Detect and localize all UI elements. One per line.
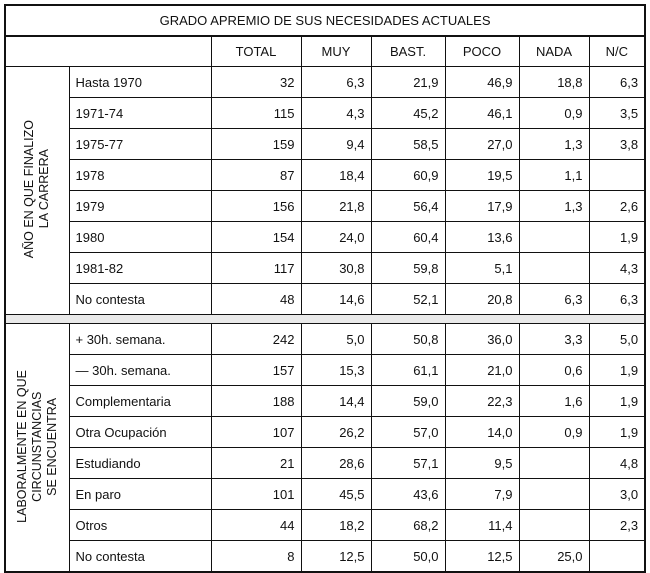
row-label: No contesta bbox=[69, 284, 211, 315]
value-cell: 28,6 bbox=[301, 448, 371, 479]
value-cell: 36,0 bbox=[445, 324, 519, 355]
value-cell: 45,2 bbox=[371, 98, 445, 129]
value-cell: 26,2 bbox=[301, 417, 371, 448]
table-row bbox=[5, 67, 645, 98]
value-cell: 18,4 bbox=[301, 160, 371, 191]
group-separator bbox=[5, 315, 645, 324]
table-row bbox=[5, 284, 645, 315]
value-cell: 12,5 bbox=[445, 541, 519, 573]
value-cell: 107 bbox=[211, 417, 301, 448]
value-cell bbox=[589, 160, 645, 191]
table-body bbox=[5, 67, 645, 573]
row-label: 1980 bbox=[69, 222, 211, 253]
table-row bbox=[5, 160, 645, 191]
value-cell: 21,9 bbox=[371, 67, 445, 98]
value-cell: 20,8 bbox=[445, 284, 519, 315]
column-header-nc: N/C bbox=[589, 36, 645, 67]
value-cell: 6,3 bbox=[519, 284, 589, 315]
column-header-nada: NADA bbox=[519, 36, 589, 67]
separator-cell bbox=[5, 315, 645, 324]
row-label: + 30h. semana. bbox=[69, 324, 211, 355]
group-label: LABORALMENTE EN QUE CIRCUNSTANCIAS SE ENCUENTRA bbox=[14, 369, 59, 523]
group-label-cell bbox=[5, 324, 69, 573]
value-cell: 27,0 bbox=[445, 129, 519, 160]
value-cell: 3,8 bbox=[589, 129, 645, 160]
value-cell: 4,3 bbox=[589, 253, 645, 284]
value-cell: 6,3 bbox=[589, 67, 645, 98]
row-label: 1979 bbox=[69, 191, 211, 222]
column-header-muy: MUY bbox=[301, 36, 371, 67]
value-cell: 2,3 bbox=[589, 510, 645, 541]
table-row bbox=[5, 386, 645, 417]
value-cell bbox=[519, 222, 589, 253]
value-cell: 44 bbox=[211, 510, 301, 541]
value-cell: 0,6 bbox=[519, 355, 589, 386]
value-cell: 7,9 bbox=[445, 479, 519, 510]
value-cell: 25,0 bbox=[519, 541, 589, 573]
table-row bbox=[5, 222, 645, 253]
value-cell: 87 bbox=[211, 160, 301, 191]
value-cell: 117 bbox=[211, 253, 301, 284]
value-cell: 5,1 bbox=[445, 253, 519, 284]
value-cell: 15,3 bbox=[301, 355, 371, 386]
row-label: En paro bbox=[69, 479, 211, 510]
value-cell: 156 bbox=[211, 191, 301, 222]
title-row bbox=[5, 5, 645, 36]
value-cell: 4,3 bbox=[301, 98, 371, 129]
row-label: Estudiando bbox=[69, 448, 211, 479]
value-cell: 18,2 bbox=[301, 510, 371, 541]
value-cell: 57,1 bbox=[371, 448, 445, 479]
value-cell: 8 bbox=[211, 541, 301, 573]
value-cell: 45,5 bbox=[301, 479, 371, 510]
survey-table bbox=[4, 4, 646, 573]
column-header-total: TOTAL bbox=[211, 36, 301, 67]
value-cell: 101 bbox=[211, 479, 301, 510]
value-cell: 1,1 bbox=[519, 160, 589, 191]
value-cell: 48 bbox=[211, 284, 301, 315]
value-cell: 50,0 bbox=[371, 541, 445, 573]
value-cell: 6,3 bbox=[589, 284, 645, 315]
value-cell: 1,9 bbox=[589, 386, 645, 417]
value-cell: 154 bbox=[211, 222, 301, 253]
value-cell: 21 bbox=[211, 448, 301, 479]
value-cell: 4,8 bbox=[589, 448, 645, 479]
value-cell: 1,3 bbox=[519, 129, 589, 160]
value-cell: 157 bbox=[211, 355, 301, 386]
value-cell: 22,3 bbox=[445, 386, 519, 417]
survey-table-sheet bbox=[4, 4, 644, 564]
group-label-cell bbox=[5, 67, 69, 315]
value-cell: 11,4 bbox=[445, 510, 519, 541]
value-cell: 13,6 bbox=[445, 222, 519, 253]
row-label: Otra Ocupación bbox=[69, 417, 211, 448]
value-cell: 3,3 bbox=[519, 324, 589, 355]
value-cell: 59,8 bbox=[371, 253, 445, 284]
value-cell: 18,8 bbox=[519, 67, 589, 98]
table-row bbox=[5, 510, 645, 541]
table-row bbox=[5, 355, 645, 386]
value-cell bbox=[589, 541, 645, 573]
corner-cell bbox=[5, 36, 211, 67]
row-label: — 30h. semana. bbox=[69, 355, 211, 386]
value-cell: 17,9 bbox=[445, 191, 519, 222]
value-cell: 59,0 bbox=[371, 386, 445, 417]
value-cell: 1,9 bbox=[589, 355, 645, 386]
value-cell bbox=[519, 253, 589, 284]
value-cell bbox=[519, 448, 589, 479]
table-row bbox=[5, 129, 645, 160]
table-row bbox=[5, 448, 645, 479]
row-label: 1971-74 bbox=[69, 98, 211, 129]
value-cell: 1,9 bbox=[589, 222, 645, 253]
row-label: Hasta 1970 bbox=[69, 67, 211, 98]
value-cell: 46,9 bbox=[445, 67, 519, 98]
value-cell: 0,9 bbox=[519, 417, 589, 448]
value-cell: 5,0 bbox=[301, 324, 371, 355]
table-row bbox=[5, 417, 645, 448]
table-row bbox=[5, 98, 645, 129]
value-cell: 115 bbox=[211, 98, 301, 129]
value-cell: 57,0 bbox=[371, 417, 445, 448]
value-cell: 9,5 bbox=[445, 448, 519, 479]
value-cell: 14,4 bbox=[301, 386, 371, 417]
row-label: 1978 bbox=[69, 160, 211, 191]
value-cell: 3,0 bbox=[589, 479, 645, 510]
value-cell: 5,0 bbox=[589, 324, 645, 355]
column-header-row bbox=[5, 36, 645, 67]
row-label: No contesta bbox=[69, 541, 211, 573]
value-cell: 68,2 bbox=[371, 510, 445, 541]
value-cell: 21,0 bbox=[445, 355, 519, 386]
value-cell: 9,4 bbox=[301, 129, 371, 160]
value-cell: 46,1 bbox=[445, 98, 519, 129]
value-cell: 242 bbox=[211, 324, 301, 355]
row-label: Otros bbox=[69, 510, 211, 541]
value-cell: 21,8 bbox=[301, 191, 371, 222]
value-cell: 14,6 bbox=[301, 284, 371, 315]
value-cell: 1,9 bbox=[589, 417, 645, 448]
value-cell: 60,4 bbox=[371, 222, 445, 253]
table-row bbox=[5, 191, 645, 222]
value-cell: 43,6 bbox=[371, 479, 445, 510]
value-cell: 3,5 bbox=[589, 98, 645, 129]
value-cell: 60,9 bbox=[371, 160, 445, 191]
value-cell: 159 bbox=[211, 129, 301, 160]
value-cell: 188 bbox=[211, 386, 301, 417]
column-header-poco: POCO bbox=[445, 36, 519, 67]
value-cell bbox=[519, 479, 589, 510]
row-label: Complementaria bbox=[69, 386, 211, 417]
table-row bbox=[5, 541, 645, 573]
value-cell: 1,3 bbox=[519, 191, 589, 222]
value-cell: 30,8 bbox=[301, 253, 371, 284]
value-cell: 56,4 bbox=[371, 191, 445, 222]
value-cell: 32 bbox=[211, 67, 301, 98]
value-cell: 61,1 bbox=[371, 355, 445, 386]
table-row bbox=[5, 324, 645, 355]
value-cell: 12,5 bbox=[301, 541, 371, 573]
value-cell: 52,1 bbox=[371, 284, 445, 315]
value-cell bbox=[519, 510, 589, 541]
value-cell: 24,0 bbox=[301, 222, 371, 253]
value-cell: 0,9 bbox=[519, 98, 589, 129]
value-cell: 19,5 bbox=[445, 160, 519, 191]
row-label: 1981-82 bbox=[69, 253, 211, 284]
table-row bbox=[5, 253, 645, 284]
value-cell: 50,8 bbox=[371, 324, 445, 355]
table-title: GRADO APREMIO DE SUS NECESIDADES ACTUALES bbox=[5, 5, 645, 36]
value-cell: 58,5 bbox=[371, 129, 445, 160]
row-label: 1975-77 bbox=[69, 129, 211, 160]
group-label: AÑO EN QUE FINALIZO LA CARRERA bbox=[22, 119, 52, 259]
table-row bbox=[5, 479, 645, 510]
value-cell: 14,0 bbox=[445, 417, 519, 448]
value-cell: 1,6 bbox=[519, 386, 589, 417]
column-header-bast: BAST. bbox=[371, 36, 445, 67]
value-cell: 6,3 bbox=[301, 67, 371, 98]
value-cell: 2,6 bbox=[589, 191, 645, 222]
